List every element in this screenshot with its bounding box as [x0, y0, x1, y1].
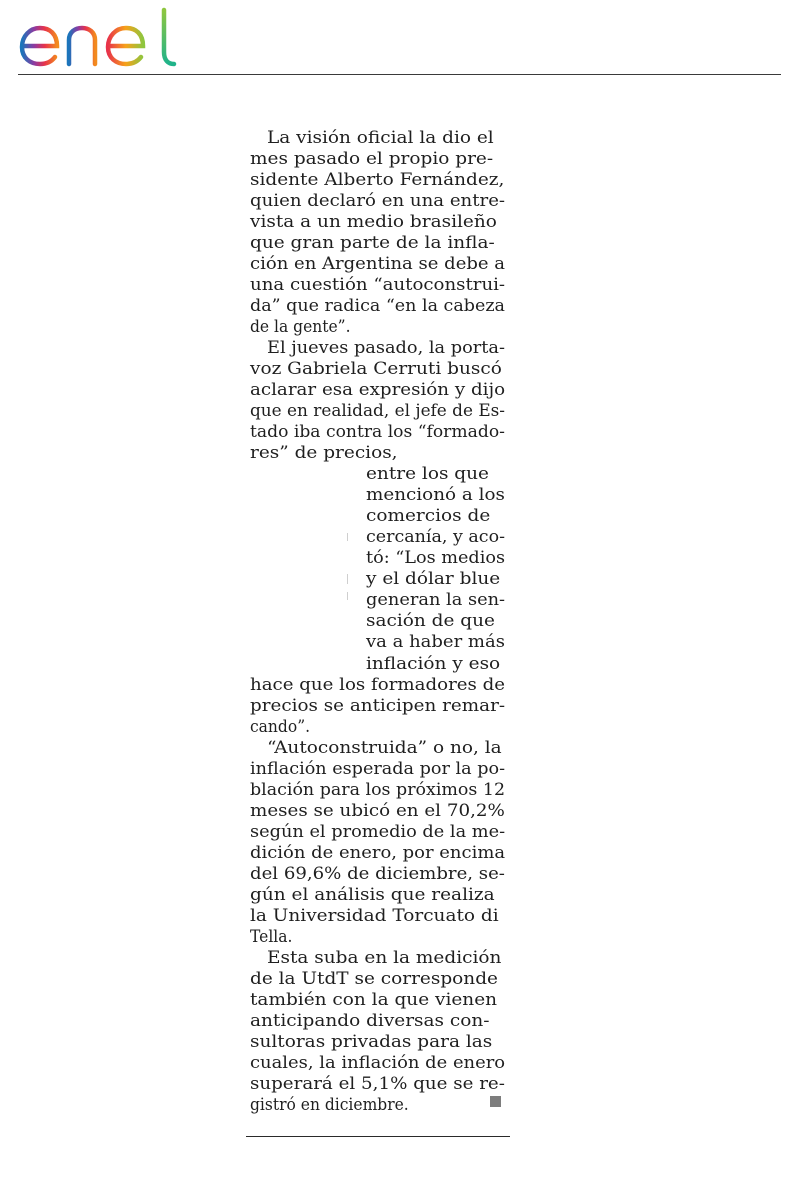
article-text-line: mencionó a los	[366, 485, 505, 505]
article-text-line: voz Gabriela Cerruti buscó	[250, 359, 502, 379]
article-text-line: según el promedio de la me-	[250, 821, 506, 841]
article-text-line: y el dólar blue	[366, 569, 501, 589]
article-text-line: tó: “Los medios	[366, 548, 506, 568]
footer-divider	[246, 1136, 510, 1137]
article-text-line: también con la que vienen	[250, 989, 498, 1009]
article-text-line: comercios de	[366, 506, 491, 526]
article-text-line: que gran parte de la infla-	[250, 233, 495, 253]
article-text-line: hace que los formadores de	[250, 674, 506, 694]
article-text-line: anticipando diversas con-	[250, 1010, 490, 1030]
article-text-line: dición de enero, por encima	[250, 842, 506, 862]
end-of-article-square-icon	[490, 1096, 501, 1107]
article-text-line: tado iba contra los “formado-	[250, 422, 505, 442]
article-text-line: res” de precios,	[250, 443, 398, 463]
article-text-line: que en realidad, el jefe de Es-	[250, 401, 506, 421]
article-text-line: gún el análisis que realiza	[250, 884, 495, 904]
article-text-line: sidente Alberto Fernández,	[250, 170, 505, 190]
article-text-line: ción en Argentina se debe a	[250, 254, 506, 274]
article-text-line: mes pasado el propio pre-	[250, 149, 494, 169]
article-text-line: sación de que	[366, 611, 495, 631]
article-text-line: meses se ubicó en el 70,2%	[250, 800, 505, 820]
scan-mark	[347, 574, 348, 584]
article-text-line: quien declaró en una entre-	[250, 191, 506, 211]
article-text-line: aclarar esa expresión y dijo	[250, 380, 506, 400]
article-text-line: del 69,6% de diciembre, se-	[250, 863, 505, 883]
article-text-line: inflación esperada por la po-	[250, 758, 506, 778]
article-text-line: inflación y eso	[366, 653, 501, 673]
article-text-line: blación para los próximos 12	[250, 779, 506, 799]
scan-mark	[347, 592, 348, 600]
article-text-line: vista a un medio brasileño	[250, 212, 497, 232]
scan-mark	[347, 533, 348, 541]
article-text-line: va a haber más	[366, 632, 505, 652]
article-text-line: cuales, la inflación de enero	[250, 1052, 506, 1072]
article-text-line: de la UtdT se corresponde	[250, 968, 498, 988]
article-text-line: superará el 5,1% que se re-	[250, 1073, 505, 1093]
article-text-line: gistró en diciembre.	[250, 1094, 409, 1114]
article-text-line: Tella.	[250, 926, 293, 946]
article-text-line: cercanía, y aco-	[366, 527, 505, 547]
article-text-line: una cuestión “autoconstrui-	[250, 275, 506, 295]
article-text-line: la Universidad Torcuato di	[250, 905, 499, 925]
article-text-line: Esta suba en la medición	[267, 947, 502, 967]
article-text-line: da” que radica “en la cabeza	[250, 296, 505, 316]
article-text-line: entre los que	[366, 464, 489, 484]
article-text-line: de la gente”.	[250, 317, 351, 337]
article-text-line: cando”.	[250, 716, 311, 736]
article-text-line: La visión oficial la dio el	[267, 128, 494, 147]
article-text-line: “Autoconstruida” o no, la	[267, 737, 502, 757]
article-text-line: precios se anticipen remar-	[250, 695, 506, 715]
article-text-line: generan la sen-	[366, 590, 506, 610]
article-text-line: El jueves pasado, la porta-	[267, 338, 505, 358]
article-text-line: sultoras privadas para las	[250, 1031, 493, 1051]
